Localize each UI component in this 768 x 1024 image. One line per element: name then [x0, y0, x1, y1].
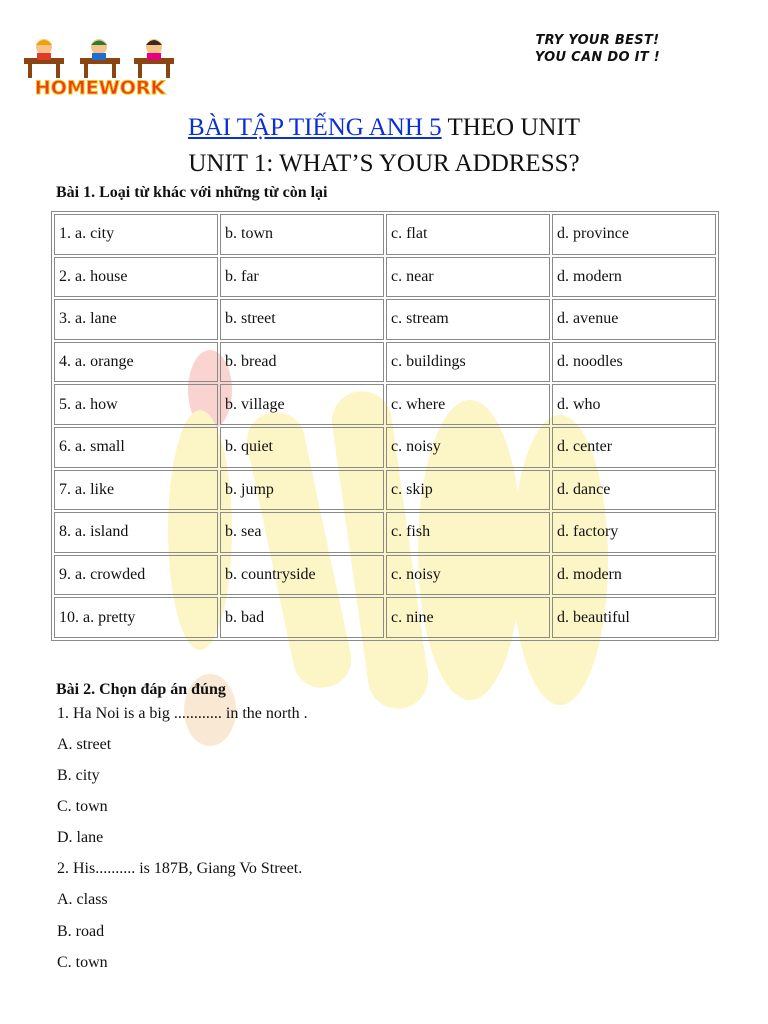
table-cell: c. stream — [386, 299, 550, 340]
table-cell: c. fish — [386, 512, 550, 553]
title-rest: THEO UNIT — [441, 114, 581, 141]
table-cell: b. street — [220, 299, 384, 340]
table-row — [54, 342, 716, 383]
exercise-1-table — [51, 211, 719, 641]
motto-line-2: YOU CAN DO IT ! — [534, 50, 660, 65]
table-cell: b. quiet — [220, 427, 384, 468]
table-cell: d. factory — [552, 512, 716, 553]
table-row — [54, 299, 716, 340]
logo-text: HOMEWORK — [34, 77, 166, 99]
table-cell: 3. a. lane — [54, 299, 218, 340]
table-cell: c. near — [386, 257, 550, 298]
table-row — [54, 597, 716, 638]
table-cell: d. center — [552, 427, 716, 468]
table-cell: d. who — [552, 384, 716, 425]
motto — [535, 32, 660, 66]
table-cell: d. dance — [552, 470, 716, 511]
table-cell: 4. a. orange — [54, 342, 218, 383]
table-cell: d. avenue — [552, 299, 716, 340]
table-row — [54, 427, 716, 468]
table-row — [54, 555, 716, 596]
page-title — [0, 112, 768, 144]
answer-option: C. town — [57, 954, 108, 971]
table-row — [54, 512, 716, 553]
table-cell: d. noodles — [552, 342, 716, 383]
table-cell: c. buildings — [386, 342, 550, 383]
question: 2. His.......... is 187B, Giang Vo Street. — [57, 860, 303, 877]
answer-option: C. town — [57, 798, 108, 815]
table-cell: 9. a. crowded — [54, 555, 218, 596]
table-cell: b. sea — [220, 512, 384, 553]
table-cell: 6. a. small — [54, 427, 218, 468]
table-cell: c. noisy — [386, 555, 550, 596]
table-cell: b. jump — [220, 470, 384, 511]
table-cell: b. far — [220, 257, 384, 298]
table-cell: c. nine — [386, 597, 550, 638]
table-row — [54, 257, 716, 298]
table-cell: b. town — [220, 214, 384, 255]
table-cell: d. modern — [552, 257, 716, 298]
answer-option: A. class — [57, 891, 108, 908]
table-cell: 7. a. like — [54, 470, 218, 511]
table-cell: b. countryside — [220, 555, 384, 596]
table-cell: b. bread — [220, 342, 384, 383]
homework-logo — [22, 36, 178, 100]
exercise-2-heading: Bài 2. Chọn đáp án đúng — [56, 681, 226, 698]
table-cell: d. beautiful — [552, 597, 716, 638]
table-row — [54, 470, 716, 511]
table-cell: d. province — [552, 214, 716, 255]
table-row — [54, 214, 716, 255]
answer-option: A. street — [57, 736, 112, 753]
table-cell: 2. a. house — [54, 257, 218, 298]
table-cell: 1. a. city — [54, 214, 218, 255]
table-cell: c. skip — [386, 470, 550, 511]
question: 1. Ha Noi is a big ............ in the north . — [57, 705, 308, 722]
table-cell: 8. a. island — [54, 512, 218, 553]
table-row — [54, 384, 716, 425]
title-link[interactable]: BÀI TẬP TIẾNG ANH 5 — [187, 114, 442, 141]
table-cell: 10. a. pretty — [54, 597, 218, 638]
table-cell: b. bad — [220, 597, 384, 638]
exercise-1-heading: Bài 1. Loại từ khác với những từ còn lại — [56, 184, 328, 201]
table-cell: d. modern — [552, 555, 716, 596]
table-cell: c. flat — [386, 214, 550, 255]
table-cell: c. noisy — [386, 427, 550, 468]
table-cell: c. where — [386, 384, 550, 425]
table-cell: b. village — [220, 384, 384, 425]
answer-option: B. city — [57, 767, 100, 784]
answer-option: D. lane — [57, 829, 104, 846]
table-cell: 5. a. how — [54, 384, 218, 425]
unit-title: UNIT 1: WHAT’S YOUR ADDRESS? — [188, 150, 580, 177]
answer-option: B. road — [57, 923, 105, 940]
motto-line-1: TRY YOUR BEST! — [535, 33, 660, 48]
